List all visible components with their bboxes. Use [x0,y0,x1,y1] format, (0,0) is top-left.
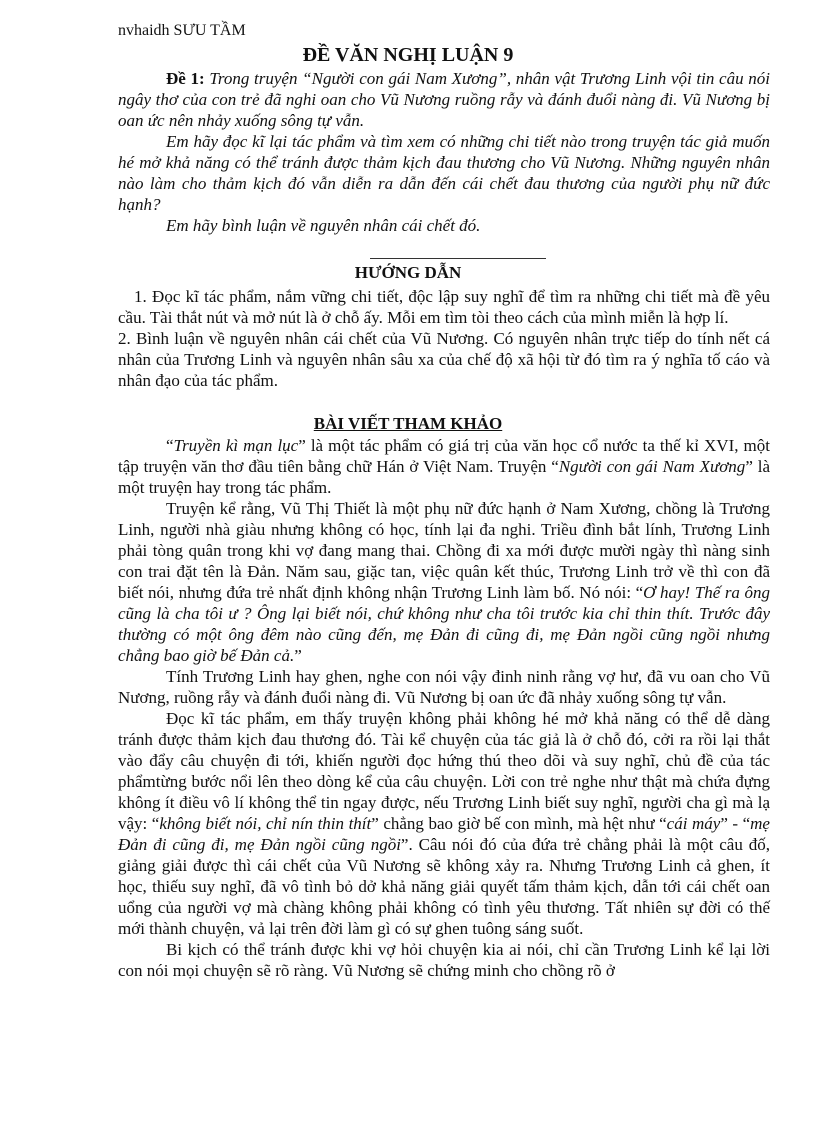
quote-mark: “ [166,436,174,455]
divider-line [370,258,546,259]
essay-paragraph-3: Tính Trương Linh hay ghen, nghe con nói vậy đinh ninh rằng vợ hư, đã vu oan cho Vũ Nương, ruồng rẫy và đánh đuổi nàng đi. Vũ Nương bị oan ức đã nhảy xuống sông tự vẫn. [118,667,770,707]
guide-item-1: 1. Đọc kĩ tác phẩm, nắm vững chi tiết, độc lập suy nghĩ để tìm ra những chi tiết mà đề yêu cầu. Tài thắt nút và mở nút là ở chỗ ấy. Mỗi em tìm tòi theo cách của mình miễn là hợp lí. [118,287,770,327]
question-task: Em hãy đọc kĩ lại tác phẩm và tìm xem có những chi tiết nào trong truyện tác giả muốn hé mở khả năng có thể tránh được thảm kịch đau thương cho Vũ Nương. Những nguyên nhân nào làm cho thảm kịch đó vẫn diễn ra dẫn đến cái chết đau thương của người phụ nữ đức hạnh? [118,132,770,214]
story-title: Người con gái Nam Xương [558,457,746,476]
essay-paragraph-5: Bi kịch có thể tránh được khi vợ hỏi chuyện kia ai nói, chỉ cần Trương Linh kể lại lời con nói mọi chuyện sẽ rõ ràng. Vũ Nương sẽ chứng minh cho chồng rõ ở [118,940,770,980]
essay-heading: BÀI VIẾT THAM KHẢO [313,414,503,433]
essay-paragraph-2 [118,498,770,666]
guide-heading: HƯỚNG DẪN [354,263,462,282]
essay-text: Đọc kĩ tác phẩm, em thấy truyện không phải không hé mở khả năng có thể dễ dàng tránh được thảm kịch đau thương đó. Tài kể chuyện của tác giả là ở chỗ đó, cởi ra rồi lại thắt vào đẩy câu chuyện đi tới, khiến người đọc hứng thú theo dõi và suy nghĩ, chủ đề của tác phẩmtừng bước nổi lên theo dòng kể của câu chuyện. Lời con trẻ nghe như thật mà chứa đựng không ít điều vô lí không thể tin ngay được, nếu Trương Linh biết suy nghĩ, người cha gì mà lạ vậy: “ [118,709,770,833]
essay-paragraph-4 [118,708,770,939]
question-text: Trong truyện “Người con gái Nam Xương”, nhân vật Trương Linh vội tin câu nói ngây thơ của con trẻ đã nghi oan cho Vũ Nương ruồng rẫy và đánh đuổi nàng đi. Vũ Nương bị oan ức nên nhảy xuống sông tự vẫn. [118,69,770,130]
question-paragraph [118,68,770,131]
guide-item-2: 2. Bình luận về nguyên nhân cái chết của Vũ Nương. Có nguyên nhân trực tiếp do tính nết cá nhân của Trương Linh và nguyên nhân sâu xa của chế độ xã hội từ đó tìm ra ý nghĩa tố cáo và nhân đạo của tác phẩm. [118,329,770,390]
guide-section [118,286,770,391]
essay-text: Truyện kể rằng, Vũ Thị Thiết là một phụ nữ đức hạnh ở Nam Xương, chồng là Trương Linh, người nhà giàu nhưng không có học, tính lại đa nghi. Triều đình bắt lính, Trương Linh phải tòng quân trong khi vợ đang mang thai. Chồng đi xa mới được mười ngày thì nàng sinh con trai đặt tên là Đản. Năm sau, giặc tan, việc quân kết thúc, Trương Linh trở về thì con đã biết nói, nhưng đứa trẻ nhất định không nhận Trương Linh làm bố. Nó nói: “ [118,499,770,602]
quote-mark: ” [294,646,302,665]
question-label: Đề 1: [166,69,205,88]
essay-section [118,435,770,981]
essay-text: ” chẳng bao giờ bế con mình, mà hệt như “ [371,814,667,833]
question-task-2: Em hãy bình luận về nguyên nhân cái chết đó. [166,216,481,235]
quoted-phrase: mẹ Đản đi cũng đi, mẹ Đản ngồi cũng ngồi [118,814,770,854]
essay-text: ” là một tác phẩm có giá trị của văn học cổ nước ta thế kỉ XVI, một tập truyện văn thơ đầu tiên bằng chữ Hán ở Việt Nam. Truyện “ [118,436,770,476]
question-section [118,68,770,236]
quoted-phrase: cái máy [666,814,721,833]
page-title: ĐỀ VĂN NGHỊ LUẬN 9 [302,44,514,66]
quoted-phrase: không biết nói, chỉ nín thin thít [159,814,372,833]
essay-paragraph-1 [118,435,770,498]
essay-text: ” là một truyện hay trong tác phẩm. [118,457,770,497]
work-title: Truyền kì mạn lục [173,436,299,455]
source-note: nvhaidh SƯU TẦM [118,22,246,39]
essay-text: ” - “ [720,814,751,833]
child-quote: Ơ hay! Thế ra ông cũng là cha tôi ư ? Ông lại biết nói, chứ không như cha tôi trước kia chỉ thin thít. Trước đây thường có một ông đêm nào cũng đến, mẹ Đản đi cũng đi, mẹ Đản ngồi cũng ngồi nhưng chẳng bao giờ bế Đản cả. [118,583,770,665]
essay-text: ”. Câu nói đó của đứa trẻ chẳng phải là một câu đố, giảng giải được thì cái chết của Vũ Nương sẽ không xảy ra. Nhưng Trương Linh cả ghen, ít học, thiếu suy nghĩ, đã vô tình bỏ dở khả năng giải quyết tấm thảm kịch, dẫn tới cái chết oan uổng của người vợ mà chàng không phải không có tình yêu thương. Tất nhiên sự đời có thế mới thành chuyện, vả lại trên đời làm gì có sự ghen tuông sáng suốt. [118,835,770,938]
